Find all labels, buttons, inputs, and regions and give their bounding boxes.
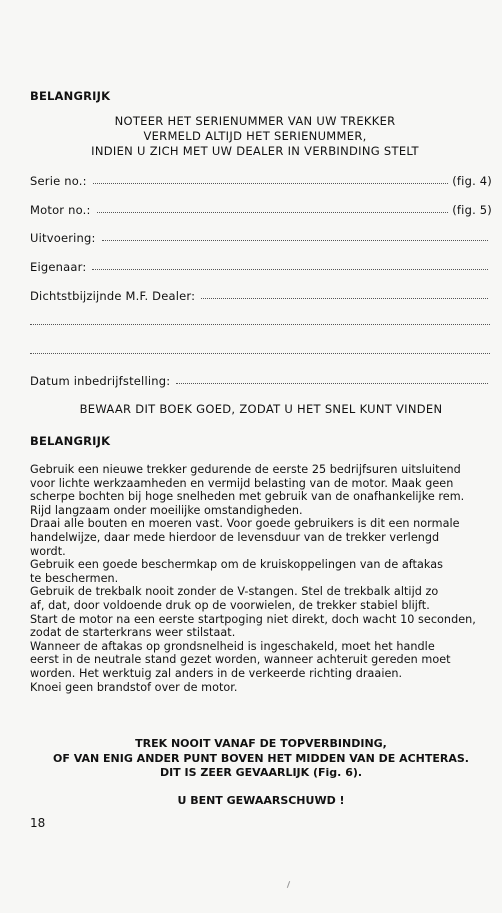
instruction-line: handelwijze, daar mede hierdoor de levensduur van de trekker verlengd (30, 530, 440, 544)
owner-field[interactable] (30, 258, 492, 274)
final-warning: U BENT GEWAARSCHUWD ! (177, 794, 345, 807)
instruction-line: Gebruik een goede beschermkap om de kruiskoppelingen van de aftakas (30, 558, 444, 572)
notice-line: INDIEN U ZICH MET UW DEALER IN VERBINDING STELT (91, 144, 419, 158)
instruction-line: scherpe bochten bij hoge snelheden met gebruik van de onafhankelijke rem. (30, 490, 465, 504)
owner-dotted-line (92, 268, 488, 270)
commissioning-date-field[interactable] (30, 372, 492, 388)
engine-number-field[interactable] (30, 201, 492, 217)
instruction-line: Rijd langzaam onder moeilijke omstandigheden. (30, 503, 303, 517)
commissioning-date-dotted-line (176, 382, 488, 384)
instruction-line: wordt. (30, 544, 66, 558)
engine-number-dotted-line (97, 211, 449, 213)
instruction-line: Gebruik de trekbalk nooit zonder de V-stangen. Stel de trekbalk altijd zo (30, 585, 439, 599)
model-field[interactable] (30, 229, 492, 245)
page-number: 18 (30, 816, 46, 830)
serial-number-label: Serie no.: (30, 174, 87, 188)
serial-number-field[interactable] (30, 172, 492, 188)
model-label: Uitvoering: (30, 231, 96, 245)
instruction-line: Gebruik een nieuwe trekker gedurende de eerste 25 bedrijfsuren uitsluitend (30, 463, 461, 476)
keep-book-notice: BEWAAR DIT BOEK GOED, ZODAT U HET SNEL KUNT VINDEN (79, 402, 443, 416)
danger-warning (30, 737, 492, 781)
dealer-label: Dichtstbijzijnde M.F. Dealer: (30, 289, 196, 303)
dealer-extra-line[interactable] (30, 353, 490, 354)
warning-line: OF VAN ENIG ANDER PUNT BOVEN HET MIDDEN VAN DE ACHTERAS. (53, 751, 469, 765)
engine-number-label: Motor no.: (30, 203, 91, 217)
instruction-line: af, dat, door voldoende druk op de voorwielen, de trekker stabiel blijft. (30, 598, 430, 612)
engine-number-figure-ref: (fig. 5) (452, 203, 492, 217)
commissioning-date-label: Datum inbedrijfstelling: (30, 374, 171, 388)
instruction-line: Draai alle bouten en moeren vast. Voor goede gebruikers is dit een normale (30, 517, 460, 531)
dealer-extra-line[interactable] (30, 324, 490, 325)
instruction-line: eerst in de neutrale stand gezet worden, wanneer achteruit gereden moet (30, 653, 451, 667)
dealer-dotted-line (201, 297, 488, 299)
section-heading-registration: BELANGRIJK (30, 89, 111, 103)
warning-line: TREK NOOIT VANAF DE TOPVERBINDING, (135, 737, 387, 750)
instruction-line: te beschermen. (30, 571, 119, 585)
serial-number-figure-ref: (fig. 4) (452, 174, 492, 188)
model-dotted-line (102, 239, 488, 241)
notice-line: VERMELD ALTIJD HET SERIENUMMER, (143, 129, 367, 143)
scan-mark (287, 881, 290, 888)
instruction-line: Knoei geen brandstof over de motor. (30, 680, 238, 694)
section-heading-instructions: BELANGRIJK (30, 434, 111, 448)
warning-line: DIT IS ZEER GEVAARLIJK (Fig. 6). (159, 766, 363, 779)
notice-line: NOTEER HET SERIENUMMER VAN UW TREKKER (114, 114, 396, 128)
instruction-line: zodat de starterkrans weer stilstaat. (30, 626, 236, 640)
instructions-text (30, 463, 492, 694)
serial-number-dotted-line (93, 182, 449, 184)
instruction-line: worden. Het werktuig zal anders in de verkeerde richting draaien. (30, 666, 403, 680)
instruction-line: voor lichte werkzaamheden en vermijd belasting van de motor. Maak geen (30, 476, 454, 490)
owner-label: Eigenaar: (30, 260, 87, 274)
serial-notice (40, 114, 470, 159)
instruction-line: Start de motor na een eerste startpoging niet direkt, doch wacht 10 seconden, (30, 612, 476, 626)
dealer-field[interactable] (30, 287, 492, 303)
instruction-line: Wanneer de aftakas op grondsnelheid is ingeschakeld, moet het handle (30, 639, 435, 653)
